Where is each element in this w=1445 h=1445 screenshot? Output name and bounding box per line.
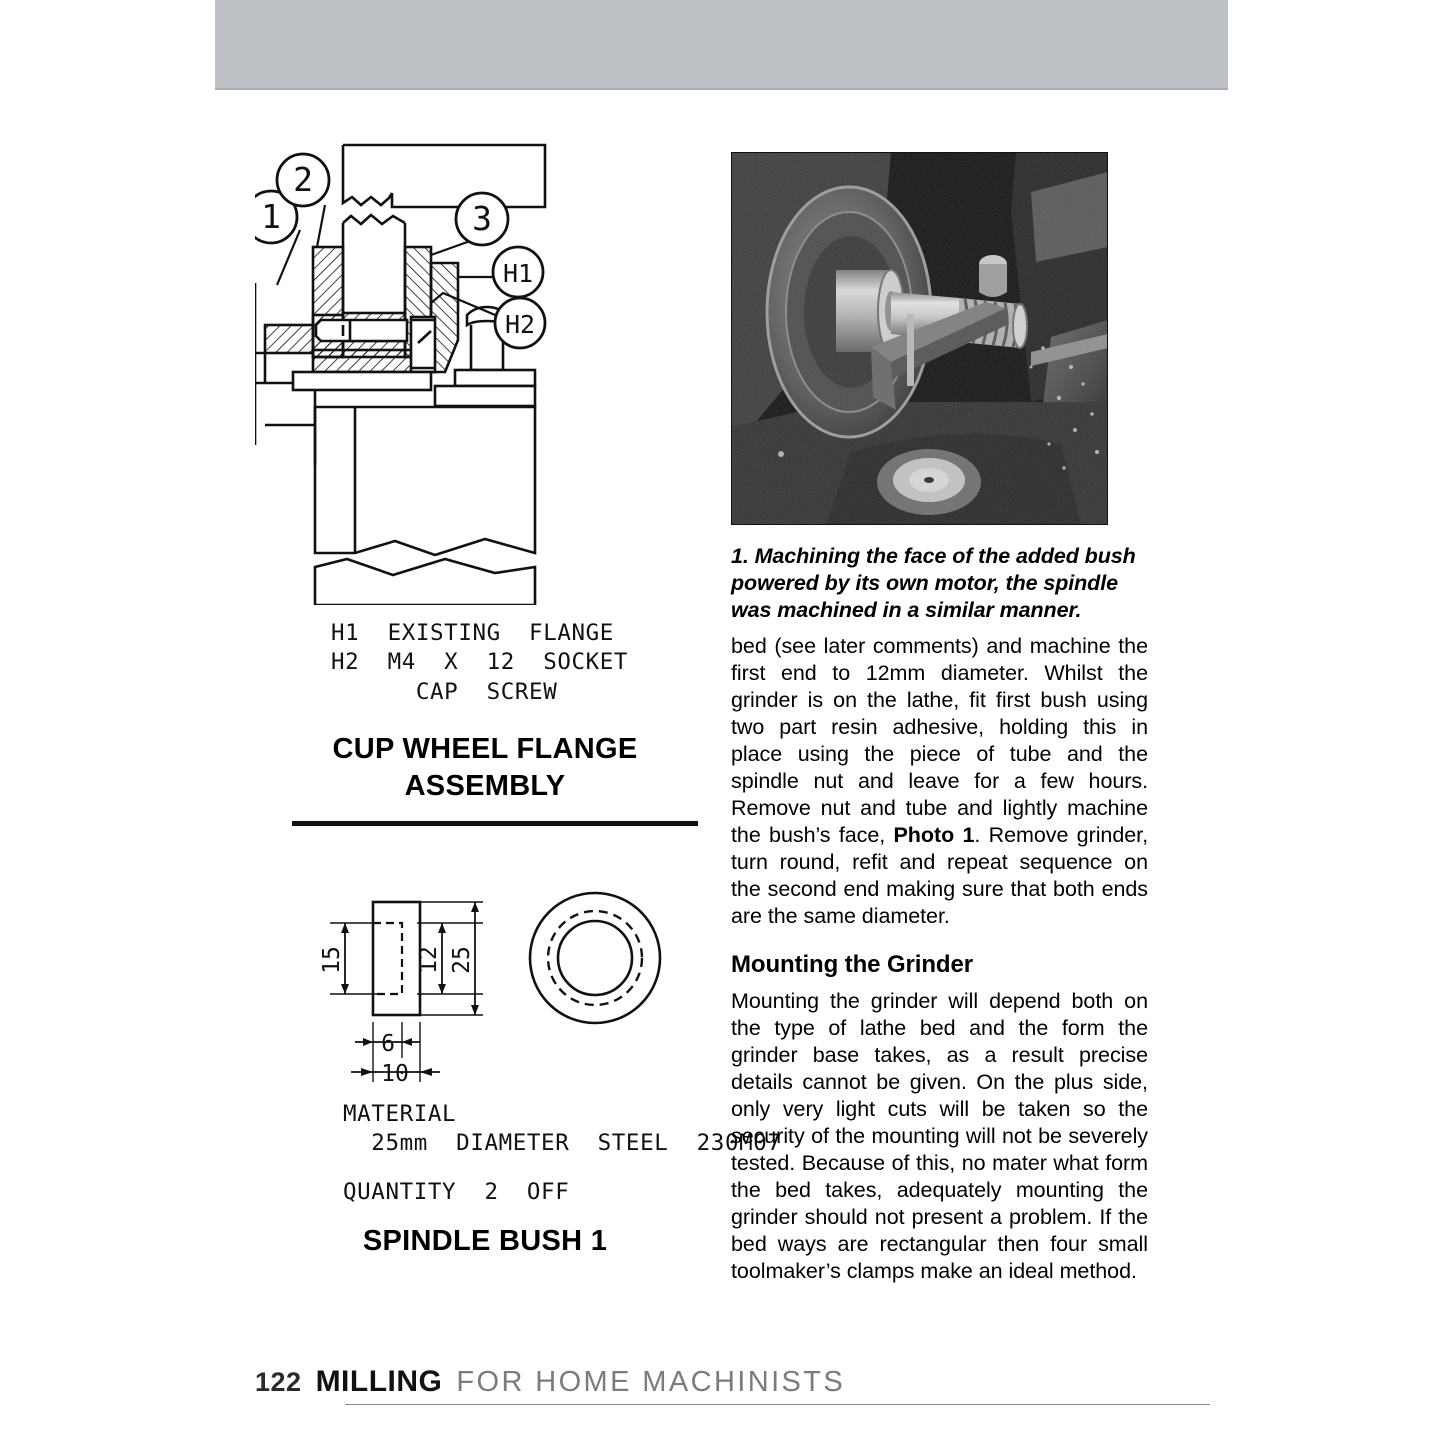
machining-photo xyxy=(731,152,1108,525)
spindle-bush-drawing xyxy=(305,870,705,1095)
paragraph-1-part-a: bed (see later comments) and machine the first end to 12mm diameter. Whilst the grinder is on the lathe, fit first bush using two part resin adhesive, holding this in place using the piece of tube and the spindle nut and leave for a few hours. Remove nut and tube and lightly machine the bush’s face, xyxy=(731,634,1148,848)
callout-3: 3 xyxy=(472,199,492,238)
dim-25: 25 xyxy=(449,946,475,974)
assembly-legend xyxy=(331,619,628,707)
assembly-title-line-2: ASSEMBLY xyxy=(404,770,566,803)
book-title-light: FOR HOME MACHINISTS xyxy=(456,1366,846,1398)
assembly-title-line-1: CUP WHEEL FLANGE xyxy=(332,733,638,765)
left-column xyxy=(255,135,782,1257)
dim-15: 15 xyxy=(319,946,345,974)
book-title-bold: MILLING xyxy=(315,1365,443,1398)
footer-rule xyxy=(345,1404,1210,1405)
photo-reference: Photo 1 xyxy=(893,823,975,848)
dim-6: 6 xyxy=(381,1031,395,1057)
section-divider-rule xyxy=(292,821,698,826)
spindle-bush-title: SPINDLE BUSH 1 xyxy=(362,1225,608,1257)
page-footer xyxy=(255,1365,1215,1405)
photo-caption: 1. Machining the face of the added bush powered by its own motor, the spindle was machined in a similar manner. xyxy=(731,544,1136,623)
callout-1: 1 xyxy=(261,197,281,236)
body-paragraph-2: Mounting the grinder will depend both on the type of lathe bed and the form the grinder base takes, as a result precise details cannot be given. On the plus side, only very light cuts will be taken so the security of the mounting will not be severely tested. Because of this, no mater what form the bed takes, adequately mounting the grinder should not present a problem. If the bed ways are rectangular then four small toolmaker’s clamps make an ideal method. xyxy=(731,989,1148,1284)
assembly-title-block xyxy=(255,731,715,805)
callout-h2: H2 xyxy=(504,310,536,339)
legend-line-h1: H1 EXISTING FLANGE xyxy=(331,620,614,646)
dim-10: 10 xyxy=(381,1061,409,1087)
dim-12: 12 xyxy=(416,946,442,974)
material-note xyxy=(343,1100,782,1159)
callout-2: 2 xyxy=(293,160,313,199)
top-banner xyxy=(215,0,1228,90)
body-paragraph-1 xyxy=(731,633,1148,930)
cup-wheel-flange-assembly-drawing xyxy=(255,135,715,605)
right-column xyxy=(731,152,1148,1307)
section-heading: Mounting the Grinder xyxy=(731,951,973,979)
legend-line-h2-cont: CAP SCREW xyxy=(331,678,558,705)
quantity-note xyxy=(343,1178,569,1207)
material-spec: 25mm DIAMETER STEEL 230M07 xyxy=(343,1130,782,1157)
paragraph-1-part-b: . Remove grinder, turn round, refit and repeat sequence on the second end making sure that both ends are the same diameter. xyxy=(731,823,1148,928)
page-number: 122 xyxy=(255,1367,302,1397)
legend-line-h2: H2 M4 X 12 SOCKET xyxy=(331,649,629,676)
quantity-value: QUANTITY 2 OFF xyxy=(343,1179,570,1205)
material-label: MATERIAL xyxy=(343,1101,457,1127)
callout-h1: H1 xyxy=(502,259,534,288)
